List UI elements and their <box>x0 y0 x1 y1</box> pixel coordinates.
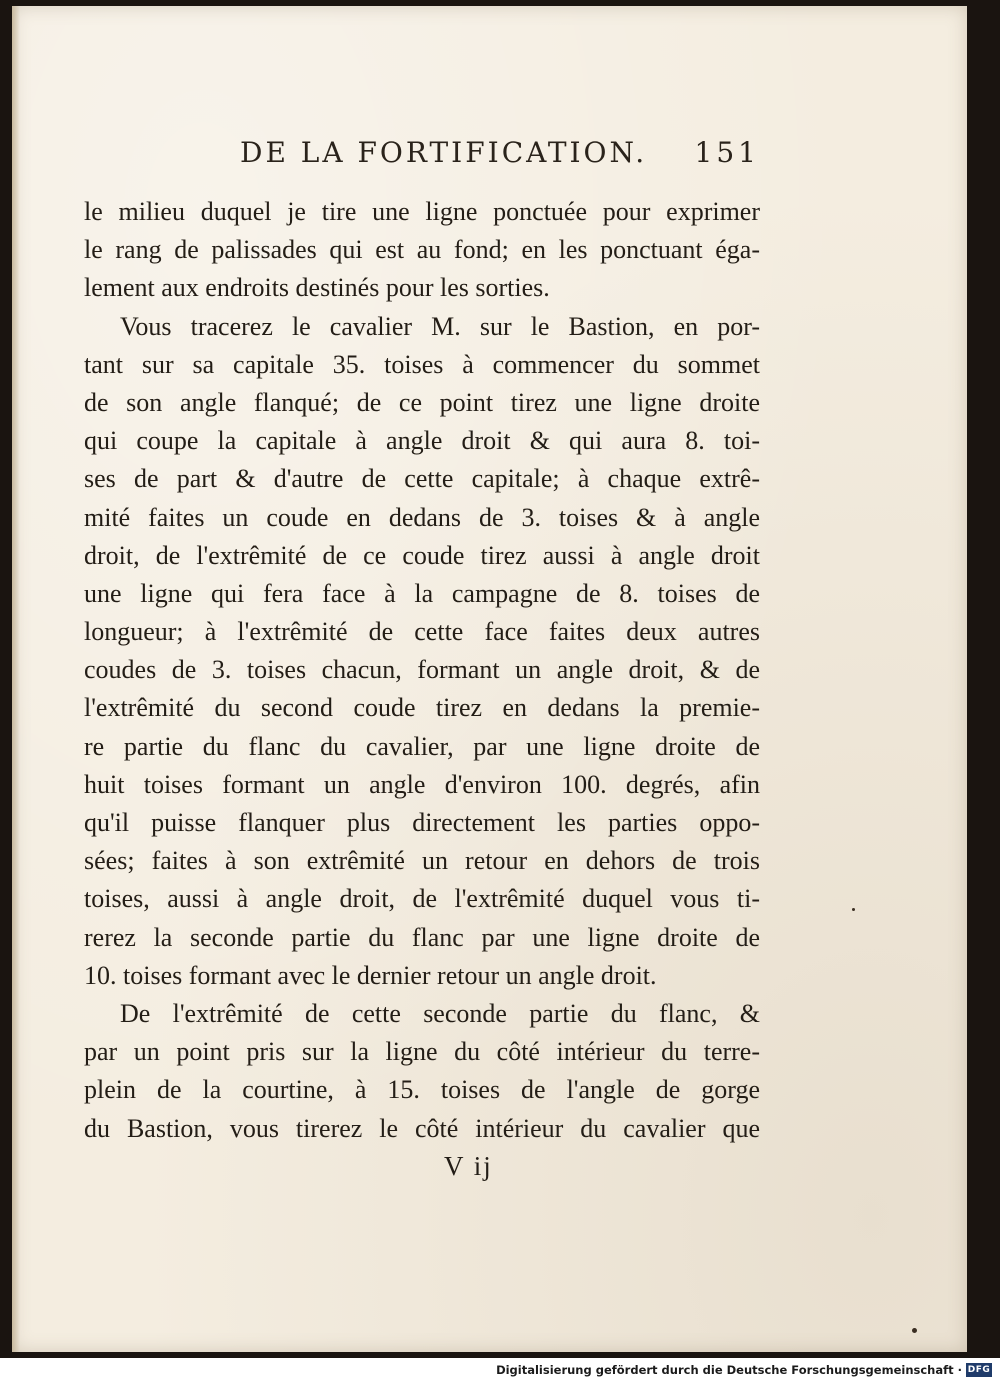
text-line: droit, de l'extrêmité de ce coude tirez aussi à angle droit <box>84 540 760 570</box>
signature-mark: V ij <box>444 1151 493 1181</box>
footer-bar <box>0 1358 1000 1384</box>
text-line: longueur; à l'extrêmité de cette face faites deux autres <box>84 617 760 647</box>
text-line: le rang de palissades qui est au fond; en les ponctuant éga- <box>84 235 760 265</box>
text-line: du Bastion, vous tirerez le côté intérieur du cavalier que <box>84 1113 760 1143</box>
running-title: DE LA FORTIFICATION. <box>240 136 648 169</box>
dfg-logo: DFG <box>967 1365 991 1375</box>
text-line: tant sur sa capitale 35. toises à commencer du sommet <box>84 349 760 379</box>
text-line: mité faites un coude en dedans de 3. toises & à angle <box>84 502 760 532</box>
text-line: lement aux endroits destinés pour les sorties. <box>84 273 550 303</box>
text-line: une ligne qui fera face à la campagne de 8. toises de <box>84 578 760 608</box>
text-line: ses de part & d'autre de cette capitale; à chaque extrê- <box>84 464 760 494</box>
text-line: 10. toises formant avec le dernier retour un angle droit. <box>84 960 657 990</box>
ink-speck <box>912 1328 917 1333</box>
page-number: 151 <box>694 136 760 169</box>
text-line: plein de la courtine, à 15. toises de l'angle de gorge <box>84 1075 760 1105</box>
text-line: par un point pris sur la ligne du côté intérieur du terre- <box>84 1037 760 1067</box>
text-line: De l'extrêmité de cette seconde partie du flanc, & <box>120 998 760 1028</box>
text-line: sées; faites à son extrêmité un retour en dehors de trois <box>84 846 760 876</box>
text-line: coudes de 3. toises chacun, formant un angle droit, & de <box>84 655 760 685</box>
ink-speck <box>852 908 855 911</box>
text-line: Vous tracerez le cavalier M. sur le Bastion, en por- <box>120 311 760 341</box>
text-line: toises, aussi à angle droit, de l'extrêmité duquel vous ti- <box>84 884 760 914</box>
text-line: qu'il puisse flanquer plus directement les parties oppo- <box>84 808 760 837</box>
body-text <box>84 193 760 1148</box>
page-gutter-shadow <box>12 6 20 1352</box>
text-line: de son angle flanqué; de ce point tirez une ligne droite <box>84 387 760 417</box>
text-line: le milieu duquel je tire une ligne ponctuée pour exprimer <box>84 197 760 226</box>
digitization-credit: Digitalisierung gefördert durch die Deutsche Forschungsgemeinschaft · <box>496 1363 962 1377</box>
text-line: l'extrêmité du second coude tirez en dedans la premie- <box>84 693 760 723</box>
text-line: rerez la seconde partie du flanc par une ligne droite de <box>84 922 760 952</box>
text-line: huit toises formant un angle d'environ 100. degrés, afin <box>84 769 760 799</box>
text-line: qui coupe la capitale à angle droit & qui aura 8. toi- <box>84 426 760 456</box>
text-line: re partie du flanc du cavalier, par une ligne droite de <box>84 731 760 761</box>
